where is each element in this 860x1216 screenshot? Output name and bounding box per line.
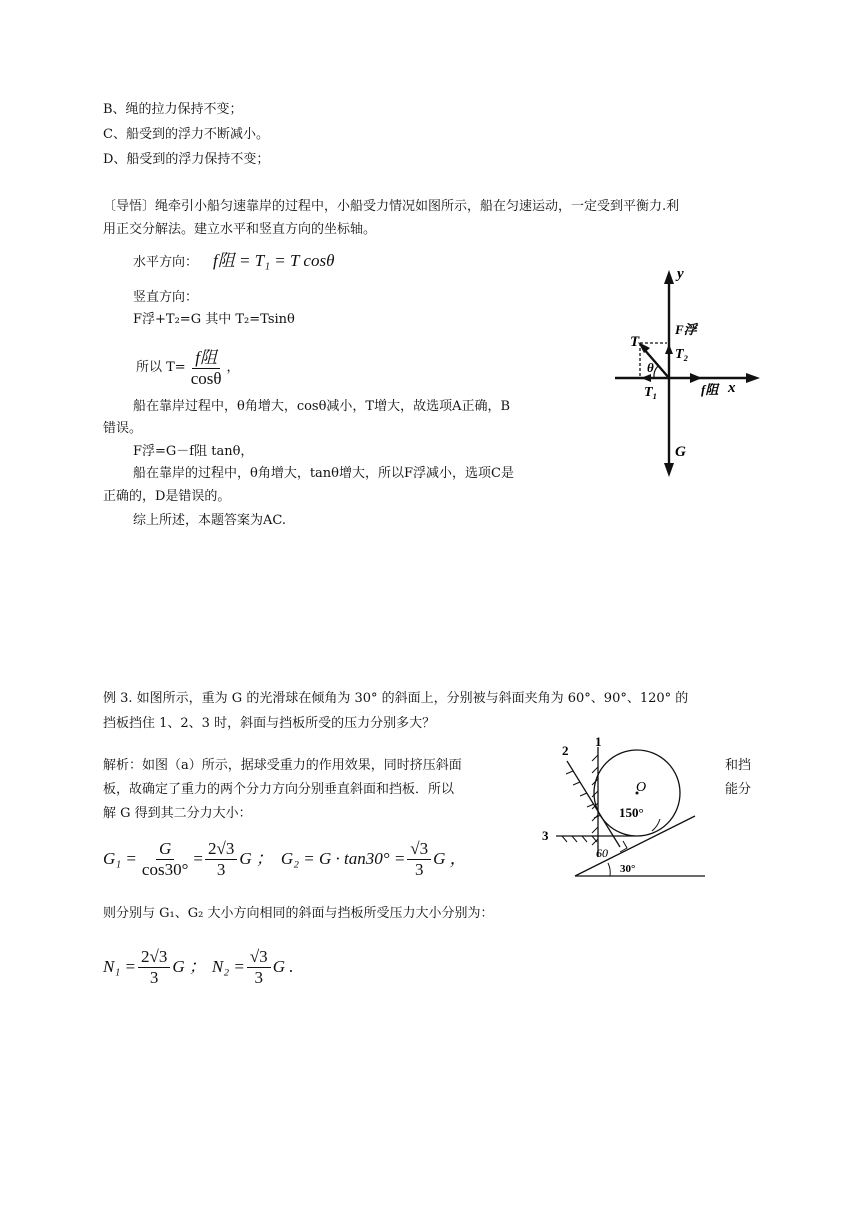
- horizontal-label: 水平方向：: [133, 255, 199, 270]
- label-board-3: 3: [542, 828, 549, 843]
- example3-line-2: 挡板挡住 1、2、3 时，斜面与挡板所受的压力分别多大？: [103, 716, 436, 731]
- label-angle-60: 60: [596, 846, 608, 860]
- label-t: T: [630, 334, 640, 350]
- n1-tail: G ；: [172, 957, 206, 976]
- solution-1: 解析：如图（a）所示，据球受重力的作用效果，同时挤压斜面: [103, 758, 462, 773]
- solution-2: 板，故确定了重力的两个分力方向分别垂直斜面和挡板．所以: [103, 782, 455, 797]
- conclusion: 综上所述，本题答案为AC.: [133, 513, 287, 528]
- option-b: B、绳的拉力保持不变；: [103, 102, 243, 117]
- vertical-label: 竖直方向：: [133, 290, 199, 305]
- analysis-1: 船在靠岸过程中，θ角增大，cosθ减小，T增大，故选项A正确，B: [133, 399, 511, 414]
- g2-fraction: [407, 839, 431, 880]
- example3-line-1: 例 3. 如图所示，重为 G 的光滑球在倾角为 30° 的斜面上，分别被与斜面夹角为 60°、90°、120° 的: [103, 691, 689, 706]
- g1-fraction: [139, 839, 191, 880]
- so-t-suffix: ，: [226, 360, 240, 375]
- n2-tail: G .: [272, 957, 294, 976]
- g1-denominator-2: 3: [216, 859, 226, 879]
- force-diagram: [610, 262, 770, 484]
- so-t-formula: [136, 345, 240, 391]
- label-angle-150: 150°: [619, 805, 644, 820]
- g2-tail: G ，: [433, 849, 467, 868]
- t2-arrow: [665, 344, 673, 354]
- g1-numerator: G: [156, 839, 174, 860]
- x-axis-arrow: [746, 373, 760, 383]
- label-theta: θ: [647, 360, 654, 375]
- solution-2-tail: 能分: [725, 782, 752, 797]
- theta-arc: [654, 366, 658, 378]
- label-board-1: 1: [595, 735, 602, 749]
- solution-3: 解 G 得到其二分力大小：: [103, 806, 252, 821]
- label-center: O: [636, 780, 647, 795]
- gravity-arrow: [664, 463, 674, 477]
- n1-fraction: [138, 947, 170, 988]
- g1-equals: =: [193, 849, 203, 868]
- label-angle-30: 30°: [620, 863, 636, 875]
- guide-intro-2: 用正交分解法。建立水平和竖直方向的坐标轴。: [103, 222, 377, 237]
- y-axis-arrow: [664, 270, 674, 284]
- n1-lhs: N₁ =: [103, 957, 136, 976]
- n-formulas: [103, 944, 293, 990]
- g1-denominator: cos30°: [141, 859, 189, 879]
- g2-denominator: 3: [414, 859, 424, 879]
- analysis-4: 正确的，D是错误的。: [103, 489, 231, 504]
- so-t-fraction: [188, 348, 225, 389]
- result-intro: 则分别与 G₁、G₂ 大小方向相同的斜面与挡板所受压力大小分别为：: [103, 906, 494, 921]
- board-2-hatch: [566, 771, 601, 818]
- so-t-numerator: f阻: [192, 348, 220, 369]
- g2-numerator: √3: [407, 839, 431, 860]
- g-formulas: [103, 836, 467, 882]
- arc-150: [652, 819, 660, 831]
- analysis-2: 错误。: [103, 421, 143, 436]
- solution-1-tail: 和挡: [725, 758, 752, 773]
- option-d: D、船受到的浮力保持不变；: [103, 152, 270, 167]
- vertical-equation: F浮+T₂=G 其中 T₂=Tsinθ: [133, 312, 295, 327]
- guide-intro-1: 〔导悟〕绳牵引小船匀速靠岸的过程中，小船受力情况如图所示，船在匀速运动，一定受到平衡力.利: [103, 199, 680, 214]
- analysis-3: 船在靠岸的过程中，θ角增大，tanθ增大，所以F浮减小，选项C是: [133, 466, 514, 481]
- board-3-hatch: [562, 836, 597, 842]
- n1-numerator: 2√3: [138, 947, 170, 968]
- label-f-float: F浮: [675, 322, 697, 337]
- option-c: C、船受到的浮力不断减小。: [103, 127, 269, 142]
- so-t-prefix: 所以 T=: [136, 360, 186, 375]
- label-t2: T₂: [675, 347, 689, 362]
- n1-denominator: 3: [149, 967, 159, 987]
- label-board-2: 2: [562, 743, 569, 758]
- label-g: G: [675, 444, 686, 460]
- g1-numerator-2: 2√3: [205, 839, 237, 860]
- g1-tail: G ；: [239, 849, 273, 868]
- n2-denominator: 3: [254, 967, 264, 987]
- horizontal-equation: f阻 = T₁ = T cosθ: [213, 251, 335, 270]
- arc-30: [608, 863, 610, 876]
- n2-numerator: √3: [247, 947, 271, 968]
- label-f-resist: f阻: [701, 382, 719, 397]
- g2-lhs: G₂ = G · tan30° =: [280, 849, 406, 868]
- label-y: y: [677, 266, 684, 282]
- g1-lhs: G₁ =: [103, 849, 137, 868]
- g1-fraction-2: [205, 839, 237, 880]
- so-t-denominator: cosθ: [190, 368, 222, 388]
- incline-diagram: [540, 735, 710, 880]
- n2-fraction: [247, 947, 271, 988]
- t1-arrow: [641, 374, 651, 382]
- label-x: x: [728, 380, 736, 396]
- float-equation: F浮=G－f阻 tanθ，: [133, 444, 254, 459]
- n2-lhs: N₂ =: [211, 957, 245, 976]
- label-t1: T₁: [644, 385, 658, 400]
